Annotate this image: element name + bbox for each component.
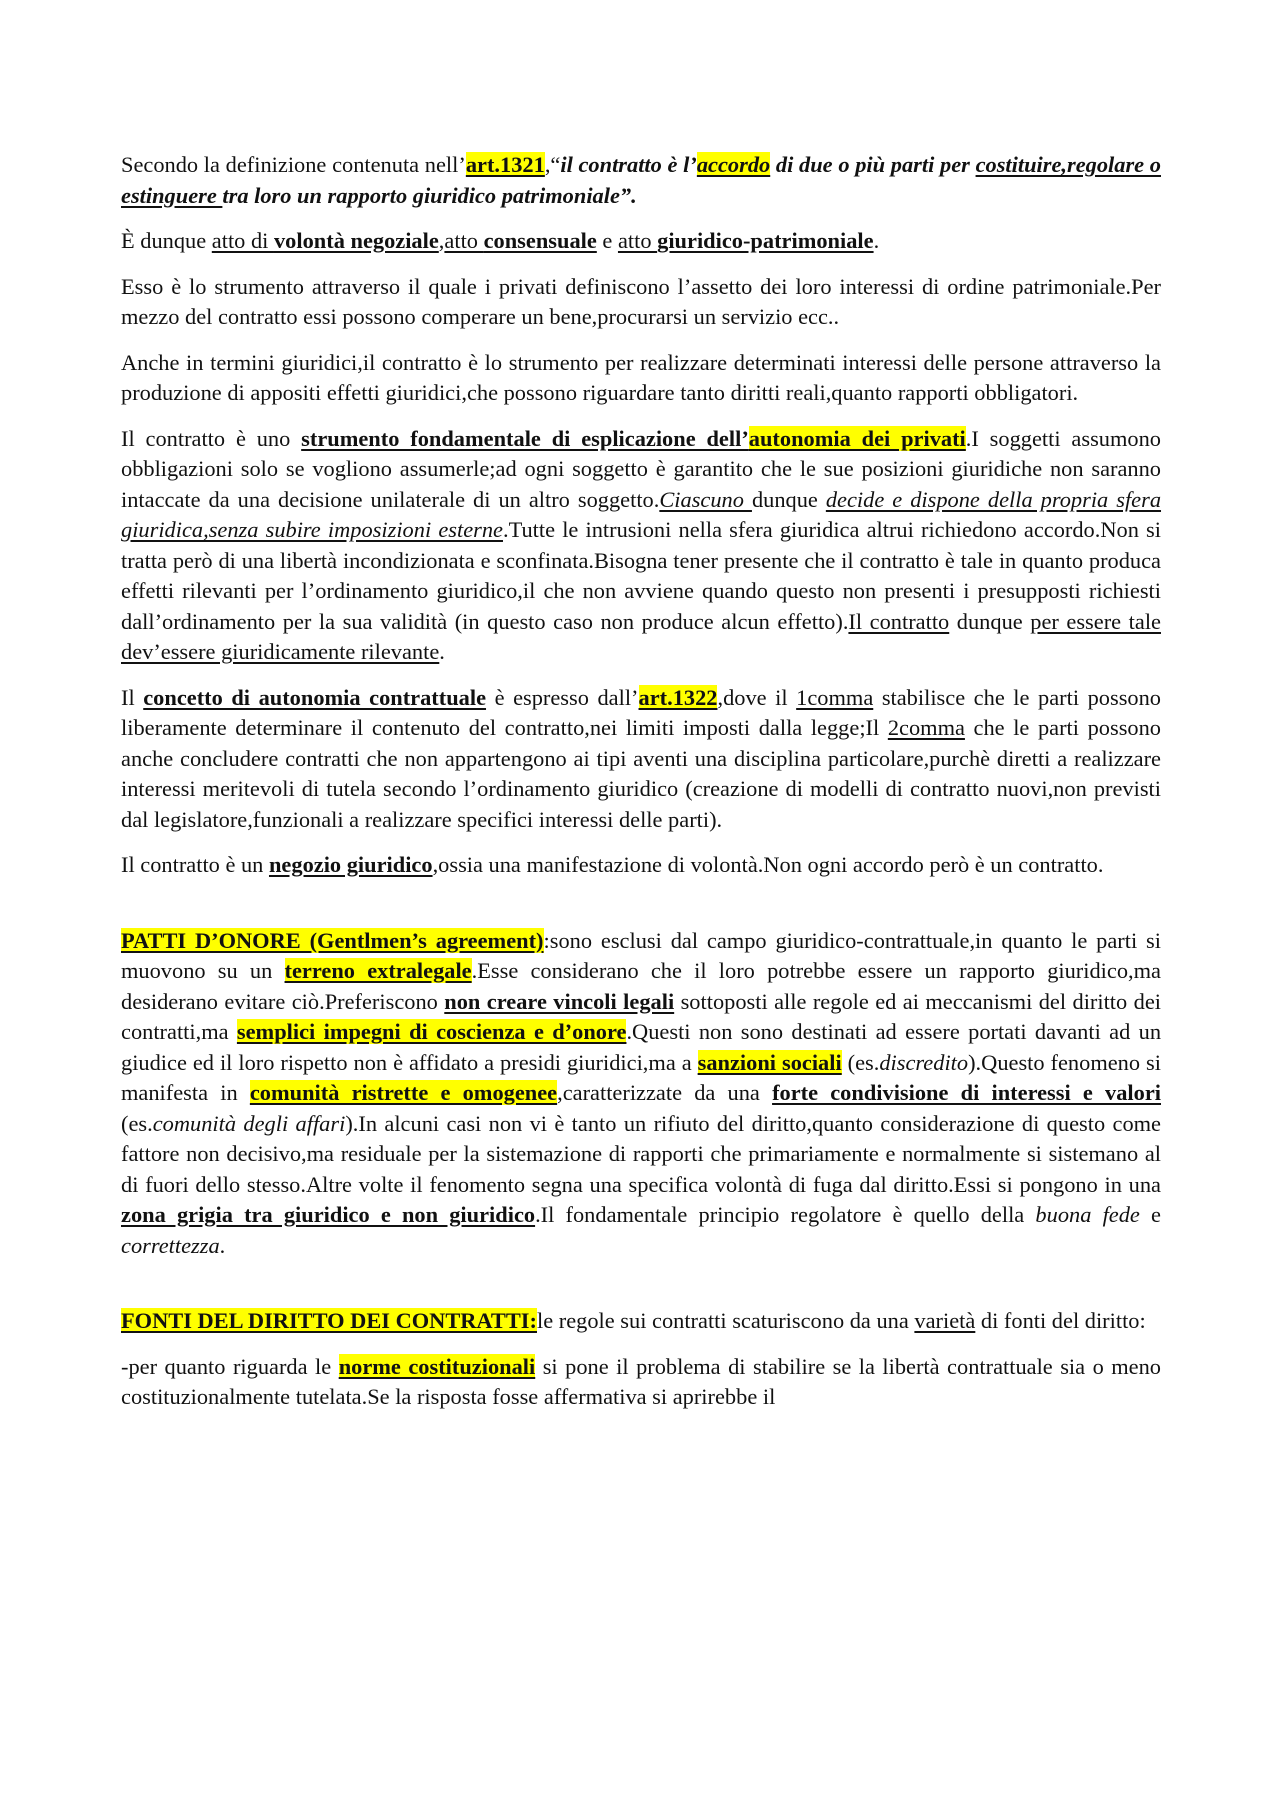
document-page xyxy=(121,150,1161,1428)
paragraph-termini-giuridici: Anche in termini giuridici,il contratto è lo strumento per realizzare determinati interessi delle persone attraverso la produzione di appositi effetti giuridici,che possono riguardare tanto diritti reali,quanto rapporti obbligatori. xyxy=(121,349,1161,405)
art-1322-ref: art.1322 xyxy=(638,684,718,710)
paragraph-strumento: Esso è lo strumento attraverso il quale i privati definiscono l’assetto dei loro interessi di ordine patrimoniale.Per mezzo del contratto essi possono comperare un bene,procurarsi un servizio ecc.. xyxy=(121,273,1161,329)
section-heading-fonti: FONTI DEL DIRITTO DEI CONTRATTI: xyxy=(121,1308,537,1333)
section-fonti-diritto: FONTI DEL DIRITTO DEI CONTRATTI:le regole sui contratti scaturiscono da una varietà di fonti del diritto: xyxy=(121,1308,1146,1333)
section-patti-onore: PATTI D’ONORE (Gentlmen’s agreement):sono esclusi dal campo giuridico-contrattuale,in quanto le parti si muovono su un terreno extralegale.Esse considerano che il loro potrebbe essere un rapporto giuridico,ma desiderano evitare ciò.Preferiscono non creare vincoli legali sottoposti alle regole ed ai meccanismi del diritto dei contratti,ma semplici impegni di coscienza e d’onore.Questi non sono destinati ad essere portati davanti ad un giudice ed il loro rispetto non è affidato a presidi giuridici,ma a sanzioni sociali (es.discredito).Questo fenomeno si manifesta in comunità ristrette e omogenee,caratterizzate da una forte condivisione di interessi e valori (es.comunità degli affari).In alcuni casi non vi è tanto un rifiuto del diritto,quanto considerazione di questo come fattore non decisivo,ma residuale per la sistemazione di rapporti che primariamente e normalmente si sistemano al di fuori dello stesso.Altre volte il fenomento segna una specifica volontà di fuga dal diritto.Essi si pongono in una zona grigia tra giuridico e non giuridico.Il fondamentale principio regolatore è quello della buona fede e correttezza. xyxy=(121,927,1162,1258)
section-heading-patti-onore: PATTI D’ONORE (Gentlmen’s agreement) xyxy=(121,927,544,953)
paragraph-negozio-giuridico: Il contratto è un negozio giuridico,ossia una manifestazione di volontà.Non ogni accordo però è un contratto. xyxy=(121,852,1104,877)
art-1321-ref: art.1321 xyxy=(465,152,545,177)
paragraph-autonomia-privati: Il contratto è uno strumento fondamentale di esplicazione dell’autonomia dei privati.I soggetti assumono obbligazioni solo se vogliono assumerle;ad ogni soggetto è garantito che le sue posizioni giuridiche non saranno intaccate da una decisione unilaterale di un altro soggetto.Ciascuno dunque decide e dispone della propria sfera giuridica,senza subire imposizioni esterne.Tutte le intrusioni nella sfera giuridica altrui richiedono accordo.Non si tratta però di una libertà incondizionata e sconfinata.Bisogna tener presente che il contratto è tale in quanto produca effetti rilevanti per l’ordinamento giuridico,il che non avviene quando questo non presenti i presupposti richiesti dall’ordinamento per la sua validità (in questo caso non produce alcun effetto).Il contratto dunque per essere tale dev’essere giuridicamente rilevante. xyxy=(121,425,1162,664)
paragraph-autonomia-contrattuale: Il concetto di autonomia contrattuale è espresso dall’art.1322,dove il 1comma stabilisce che le parti possono liberamente determinare il contenuto del contratto,nei limiti imposti dalla legge;Il 2comma che le parti possono anche concludere contratti che non appartengono ai tipi aventi una disciplina particolare,purchè diretti a realizzare interessi meritevoli di tutela secondo l’ordinamento giuridico (creazione di modelli di contratto nuovi,non previsti dal legislatore,funzionali a realizzare specifici interessi delle parti). xyxy=(121,684,1162,832)
paragraph-definition: Secondo la definizione contenuta nell’art.1321,“il contratto è l’accordo di due o più parti per costituire,regolare o estinguere tra loro un rapporto giuridico patrimoniale”. xyxy=(121,152,1161,208)
accordo-term: accordo xyxy=(696,152,771,177)
paragraph-norme-costituzionali: -per quanto riguarda le norme costituzionali si pone il problema di stabilire se la libertà contrattuale sia o meno costituzionalmente tutelata.Se la risposta fosse affermativa si aprirebbe il xyxy=(121,1353,1162,1409)
paragraph-atto: È dunque atto di volontà negoziale,atto consensuale e atto giuridico-patrimoniale. xyxy=(121,228,880,253)
